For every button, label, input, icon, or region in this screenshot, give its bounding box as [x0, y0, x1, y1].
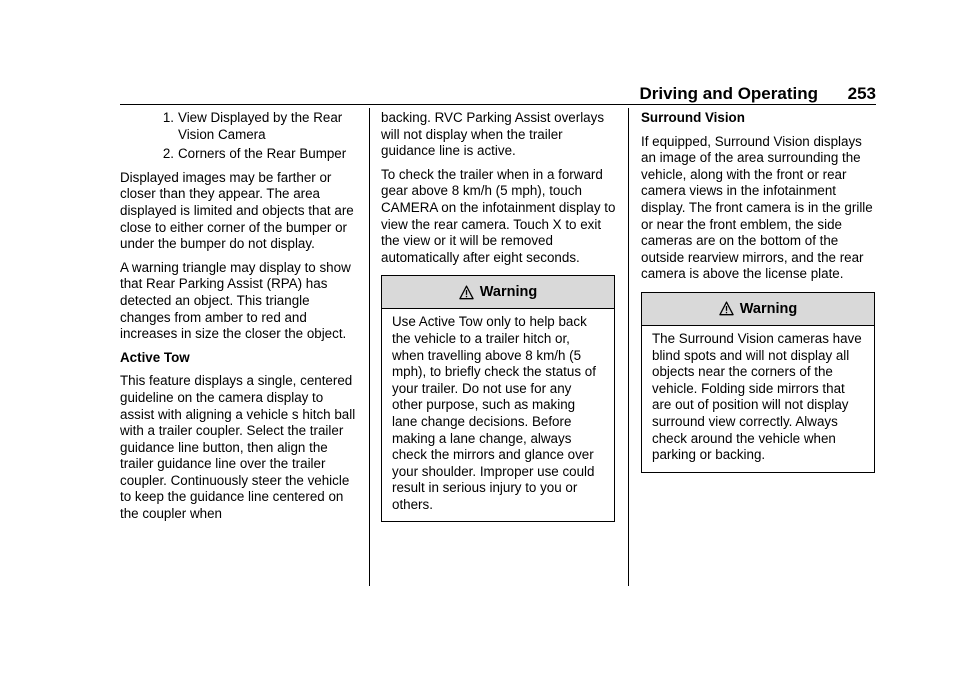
paragraph: backing. RVC Parking Assist overlays will not display when the trailer guidance line is active.	[381, 110, 605, 159]
column-right	[641, 110, 879, 473]
warning-text: Use Active Tow only to help back the vehicle to a trailer hitch or, when travelling above 8 km/h (5 mph), to briefly check the status of your trailer. Do not use for any other purpose, such as making lane change decisions. Before making a lane change, always check the mirrors and glance over your shoulder. Improper use could result in serious injury to you or others.	[392, 314, 596, 512]
warning-header	[642, 293, 874, 326]
paragraph: This feature displays a single, centered guideline on the camera display to assist with aligning a vehicle s hitch ball with a trailer coupler. Select the trailer guidance line button, then align the trailer guidance line over the trailer coupler. Continuously steer the vehicle to keep the guidance line centered on the coupler when	[120, 373, 356, 522]
warning-triangle-icon	[459, 285, 474, 300]
warning-text: The Surround Vision cameras have blind spots and will not display all objects near the corners of the vehicle. Folding side mirrors that are out of position will not display surround view correctly. Always check around the vehicle when parking or backing.	[652, 330, 862, 463]
paragraph: Displayed images may be farther or closer than they appear. The area displayed is limited and objects that are close to either corner of the bumper or under the bumper do not display.	[120, 169, 354, 252]
paragraph: If equipped, Surround Vision displays an image of the area surrounding the vehicle, along with the front or rear camera views in the infotainment display. The front camera is in the grille or near the front emblem, the side cameras are on the bottom of the outside rearview mirrors, and the rear camera is above the license plate.	[641, 133, 873, 282]
warning-title: Warning	[739, 300, 798, 317]
column-middle	[381, 110, 619, 522]
section-heading: Active Tow	[120, 349, 190, 365]
section-heading: Surround Vision	[641, 110, 745, 125]
column-divider	[628, 108, 629, 586]
numbered-list	[120, 110, 358, 163]
warning-header	[382, 276, 614, 309]
warning-triangle-icon	[719, 301, 734, 316]
paragraph: To check the trailer when in a forward gear above 8 km/h (5 mph), touch CAMERA on the infotainment display to view the rear camera. Touch X to exit the view or it will be removed automatically after eight seconds.	[381, 166, 616, 265]
warning-box	[381, 275, 615, 522]
warning-box	[641, 292, 875, 473]
list-item: 2. Corners of the Rear Bumper	[162, 146, 347, 162]
column-divider	[369, 108, 370, 586]
warning-title: Warning	[479, 284, 538, 301]
column-left	[120, 110, 358, 530]
page-header	[120, 84, 876, 105]
paragraph: A warning triangle may display to show that Rear Parking Assist (RPA) has detected an object. This triangle changes from amber to red and increases in size the closer the object.	[120, 259, 351, 342]
page-number: 253	[847, 84, 876, 103]
section-title: Driving and Operating	[639, 84, 818, 103]
list-item: 1. View Displayed by the Rear Vision Camera	[162, 110, 343, 142]
